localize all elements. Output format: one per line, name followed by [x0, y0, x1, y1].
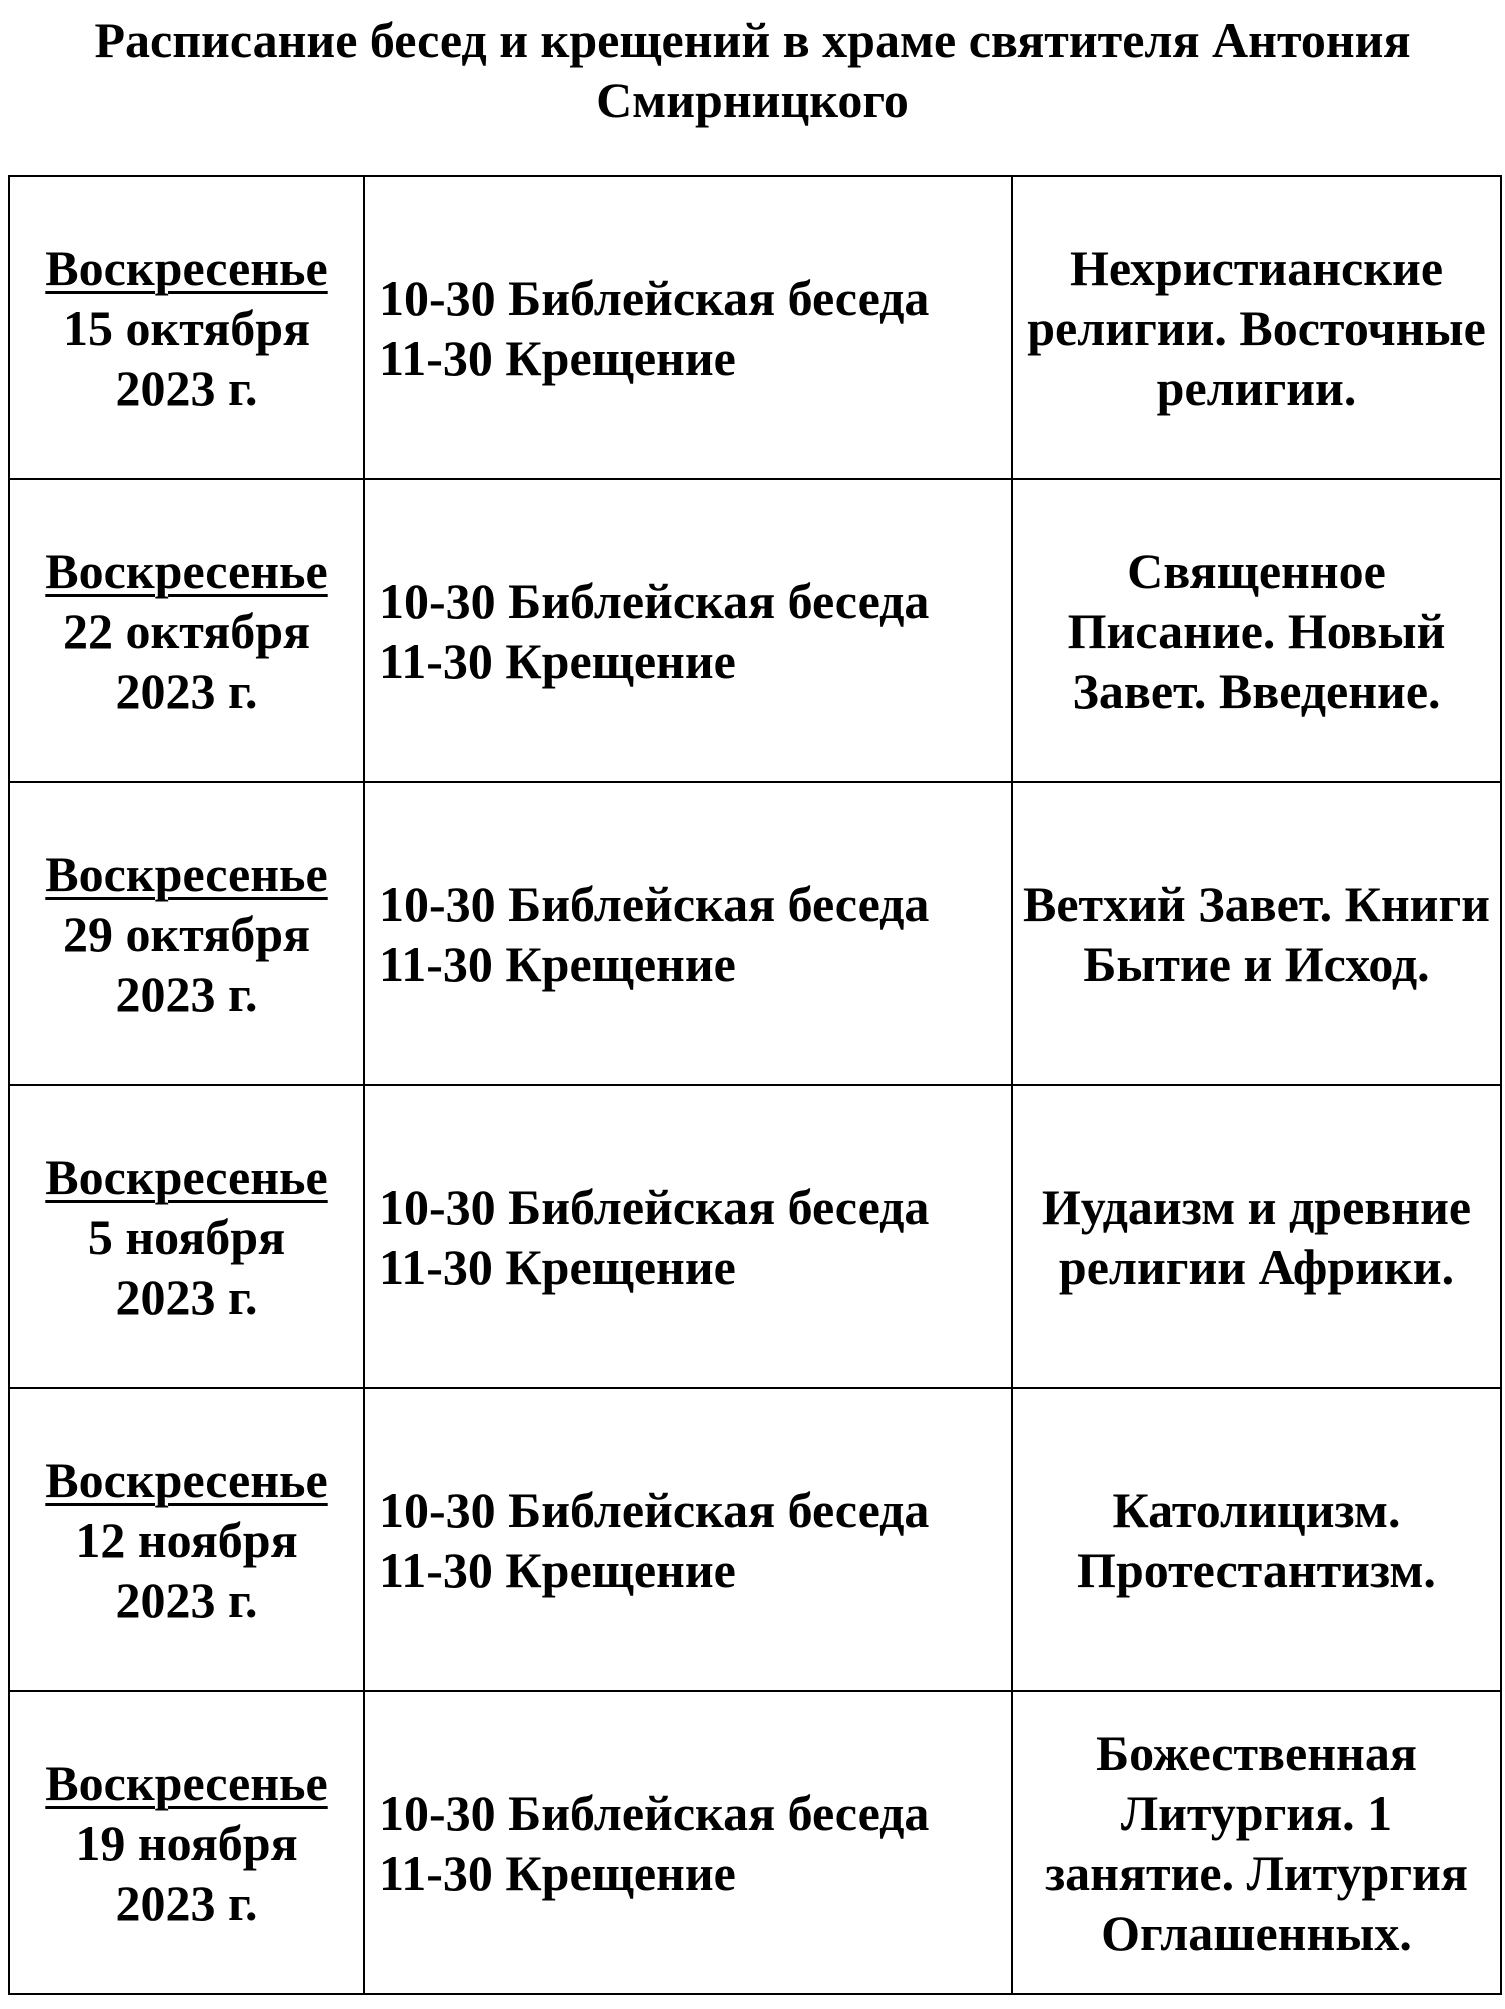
- baptism-time: 11-30 Крещение: [379, 935, 736, 992]
- baptism-time: 11-30 Крещение: [379, 1238, 736, 1295]
- date: 29 октября: [62, 905, 311, 962]
- date-cell: [9, 1085, 364, 1388]
- schedule-row: [9, 1691, 1501, 1994]
- year: 2023 г.: [115, 965, 258, 1022]
- date: 15 октября: [62, 299, 311, 356]
- time-cell: [364, 1388, 1012, 1691]
- year: 2023 г.: [115, 1874, 258, 1931]
- topic-cell: Нехристианские религии. Восточные религии.: [1012, 176, 1501, 479]
- talk-time: 10-30 Библейская беседа: [379, 572, 930, 629]
- year: 2023 г.: [115, 662, 258, 719]
- schedule-row: [9, 1085, 1501, 1388]
- topic-cell: Божественная Литургия. 1 занятие. Литургия Оглашенных.: [1012, 1691, 1501, 1994]
- baptism-time: 11-30 Крещение: [379, 1541, 736, 1598]
- baptism-time: 11-30 Крещение: [379, 1844, 736, 1901]
- date-cell: [9, 176, 364, 479]
- topic-cell: Иудаизм и древние религии Африки.: [1012, 1085, 1501, 1388]
- weekday: Воскресенье: [45, 1754, 328, 1811]
- date-cell: [9, 1691, 364, 1994]
- year: 2023 г.: [115, 1268, 258, 1325]
- schedule-table: [8, 175, 1502, 1995]
- time-cell: [364, 479, 1012, 782]
- weekday: Воскресенье: [45, 239, 328, 296]
- weekday: Воскресенье: [45, 845, 328, 902]
- schedule-row: [9, 1388, 1501, 1691]
- weekday: Воскресенье: [45, 1148, 328, 1205]
- date: 19 ноября: [75, 1814, 298, 1871]
- date: 22 октября: [62, 602, 311, 659]
- date: 5 ноября: [87, 1208, 286, 1265]
- year: 2023 г.: [115, 1571, 258, 1628]
- topic-cell: Священное Писание. Новый Завет. Введение.: [1012, 479, 1501, 782]
- date-cell: [9, 1388, 364, 1691]
- weekday: Воскресенье: [45, 1451, 328, 1508]
- schedule-row: [9, 479, 1501, 782]
- schedule-row: [9, 782, 1501, 1085]
- topic-cell: Католицизм. Протестантизм.: [1012, 1388, 1501, 1691]
- weekday: Воскресенье: [45, 542, 328, 599]
- talk-time: 10-30 Библейская беседа: [379, 1481, 930, 1538]
- talk-time: 10-30 Библейская беседа: [379, 1784, 930, 1841]
- talk-time: 10-30 Библейская беседа: [379, 269, 930, 326]
- date-cell: [9, 782, 364, 1085]
- date-cell: [9, 479, 364, 782]
- date: 12 ноября: [75, 1511, 298, 1568]
- topic-cell: Ветхий Завет. Книги Бытие и Исход.: [1012, 782, 1501, 1085]
- year: 2023 г.: [115, 359, 258, 416]
- page-title: Расписание бесед и крещений в храме святителя Антония Смирницкого: [94, 12, 1411, 128]
- talk-time: 10-30 Библейская беседа: [379, 875, 930, 932]
- time-cell: [364, 1085, 1012, 1388]
- baptism-time: 11-30 Крещение: [379, 632, 736, 689]
- talk-time: 10-30 Библейская беседа: [379, 1178, 930, 1235]
- time-cell: [364, 176, 1012, 479]
- time-cell: [364, 782, 1012, 1085]
- schedule-row: [9, 176, 1501, 479]
- baptism-time: 11-30 Крещение: [379, 329, 736, 386]
- time-cell: [364, 1691, 1012, 1994]
